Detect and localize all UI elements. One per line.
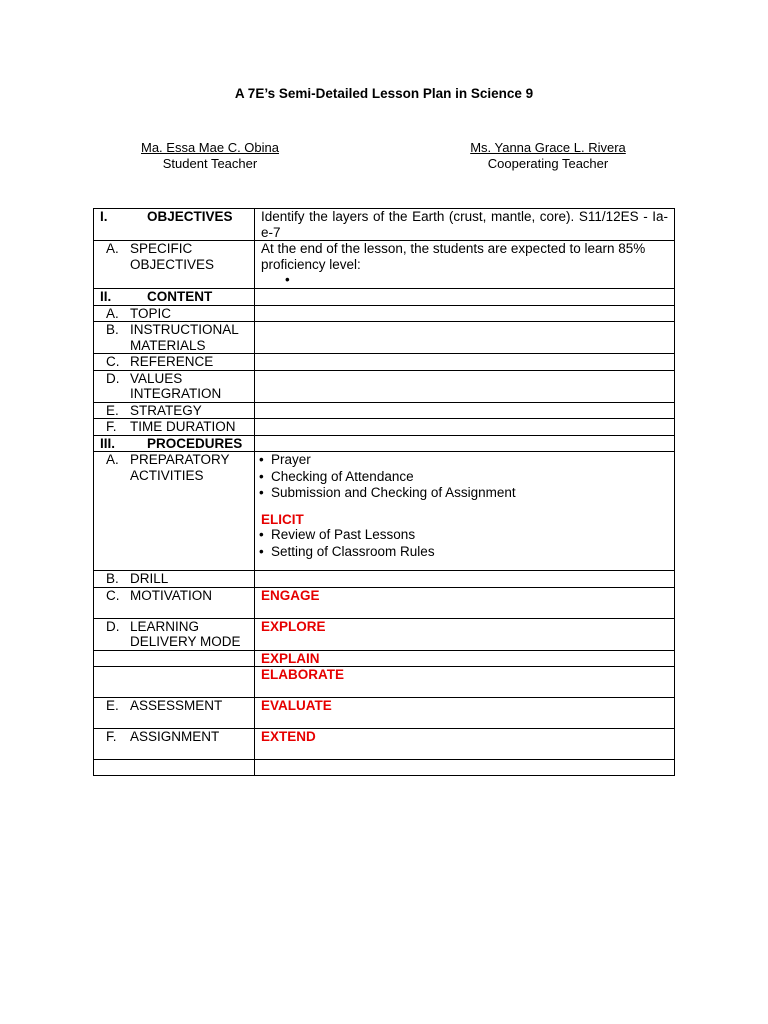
item-letter: A. xyxy=(106,241,119,256)
elaborate-phase: ELABORATE xyxy=(261,667,344,682)
section-number: II. xyxy=(100,289,112,304)
objectives-text-cell xyxy=(255,209,675,241)
bullet-icon: • xyxy=(259,543,264,559)
content-values-cell xyxy=(255,370,675,402)
specific-objectives-text: At the end of the lesson, the students are expected to learn 85% proficiency level: xyxy=(261,241,646,272)
procedures-row xyxy=(94,435,675,452)
objectives-label-cell xyxy=(94,209,255,241)
item-label: ASSIGNMENT xyxy=(130,729,220,744)
elaborate-cell xyxy=(255,667,675,698)
item-letter: B. xyxy=(106,571,119,586)
item-letter: A. xyxy=(106,452,119,467)
content-topic-cell xyxy=(255,305,675,322)
section-heading: CONTENT xyxy=(147,289,213,304)
item-label: LEARNING DELIVERY MODE xyxy=(130,618,241,649)
learning-delivery-cell xyxy=(255,618,675,650)
preparatory-list xyxy=(255,452,674,502)
item-label: VALUES INTEGRATION xyxy=(130,370,222,401)
item-label: PREPARATORY ACTIVITIES xyxy=(130,452,230,483)
engage-phase: ENGAGE xyxy=(261,587,320,603)
preparatory-row xyxy=(94,452,675,571)
item-letter: D. xyxy=(106,370,120,386)
bullet-icon: • xyxy=(259,452,264,467)
item-label: MOTIVATION xyxy=(130,587,212,603)
document-title: A 7E’s Semi-Detailed Lesson Plan in Science 9 xyxy=(234,86,534,101)
drill-cell xyxy=(255,571,675,588)
learning-delivery-row xyxy=(94,618,675,650)
content-cell xyxy=(255,289,675,306)
drill-row xyxy=(94,571,675,588)
content-time-row xyxy=(94,419,675,436)
item-letter: E. xyxy=(106,698,119,713)
section-heading: OBJECTIVES xyxy=(147,209,233,224)
specific-objectives-row xyxy=(94,241,675,289)
section-number: III. xyxy=(100,435,116,451)
objectives-text: Identify the layers of the Earth (crust, mantle, core). S11/12ES - Ia-e-7 xyxy=(261,209,668,240)
item-label: TIME DURATION xyxy=(130,419,236,434)
cooperating-teacher-role: Cooperating Teacher xyxy=(487,156,609,171)
explore-phase: EXPLORE xyxy=(261,618,326,634)
content-materials-row xyxy=(94,322,675,354)
content-reference-row xyxy=(94,354,675,371)
item-letter: E. xyxy=(106,402,119,418)
empty-bullet: • xyxy=(285,272,290,287)
cooperating-teacher-name: Ms. Yanna Grace L. Rivera xyxy=(470,140,626,155)
list-item: • Review of Past Lessons xyxy=(259,527,416,542)
section-heading: PROCEDURES xyxy=(147,435,243,451)
content-materials-cell xyxy=(255,322,675,354)
empty-row xyxy=(94,760,675,776)
student-teacher-role: Student Teacher xyxy=(162,156,258,171)
assessment-row xyxy=(94,698,675,729)
list-item: • Submission and Checking of Assignment xyxy=(259,485,516,500)
list-item: • Checking of Attendance xyxy=(259,468,414,484)
bullet-icon: • xyxy=(259,468,264,484)
item-label: INSTRUCTIONAL MATERIALS xyxy=(130,322,239,353)
objectives-row xyxy=(94,209,675,241)
content-strategy-row xyxy=(94,402,675,419)
evaluate-phase: EVALUATE xyxy=(261,698,332,713)
item-label: REFERENCE xyxy=(130,354,214,369)
content-topic-row xyxy=(94,305,675,322)
assignment-cell xyxy=(255,729,675,760)
assessment-cell xyxy=(255,698,675,729)
item-letter: C. xyxy=(106,587,120,603)
list-item: • Prayer xyxy=(259,452,311,467)
bullet-icon: • xyxy=(259,485,264,500)
explain-phase: EXPLAIN xyxy=(261,650,320,666)
content-row xyxy=(94,289,675,306)
content-values-row xyxy=(94,370,675,402)
specific-objectives-cell xyxy=(255,241,675,289)
preparatory-cell xyxy=(255,452,675,571)
item-label: STRATEGY xyxy=(130,402,202,418)
item-label: TOPIC xyxy=(130,305,172,321)
cooperating-teacher-signature xyxy=(440,140,656,172)
item-letter: F. xyxy=(106,729,117,744)
elicit-list xyxy=(255,527,674,560)
item-label: DRILL xyxy=(130,571,169,586)
content-reference-cell xyxy=(255,354,675,371)
item-letter: D. xyxy=(106,618,120,634)
explain-cell xyxy=(255,650,675,667)
assignment-row xyxy=(94,729,675,760)
section-number: I. xyxy=(100,209,108,224)
item-letter: F. xyxy=(106,419,117,434)
lesson-plan-table xyxy=(93,208,675,776)
procedures-cell xyxy=(255,435,675,452)
student-teacher-signature xyxy=(110,140,310,172)
bullet-icon: • xyxy=(259,527,264,542)
item-letter: C. xyxy=(106,354,120,369)
extend-phase: EXTEND xyxy=(261,729,316,744)
list-item: • Setting of Classroom Rules xyxy=(259,543,435,559)
content-time-cell xyxy=(255,419,675,436)
content-strategy-cell xyxy=(255,402,675,419)
item-letter: B. xyxy=(106,322,119,337)
item-label: SPECIFIC OBJECTIVES xyxy=(130,241,215,272)
elicit-heading: ELICIT xyxy=(261,511,304,527)
item-letter: A. xyxy=(106,305,119,321)
elaborate-row xyxy=(94,667,675,698)
motivation-row xyxy=(94,587,675,618)
explain-row xyxy=(94,650,675,667)
motivation-cell xyxy=(255,587,675,618)
item-label: ASSESSMENT xyxy=(130,698,223,713)
student-teacher-name: Ma. Essa Mae C. Obina xyxy=(141,140,279,155)
